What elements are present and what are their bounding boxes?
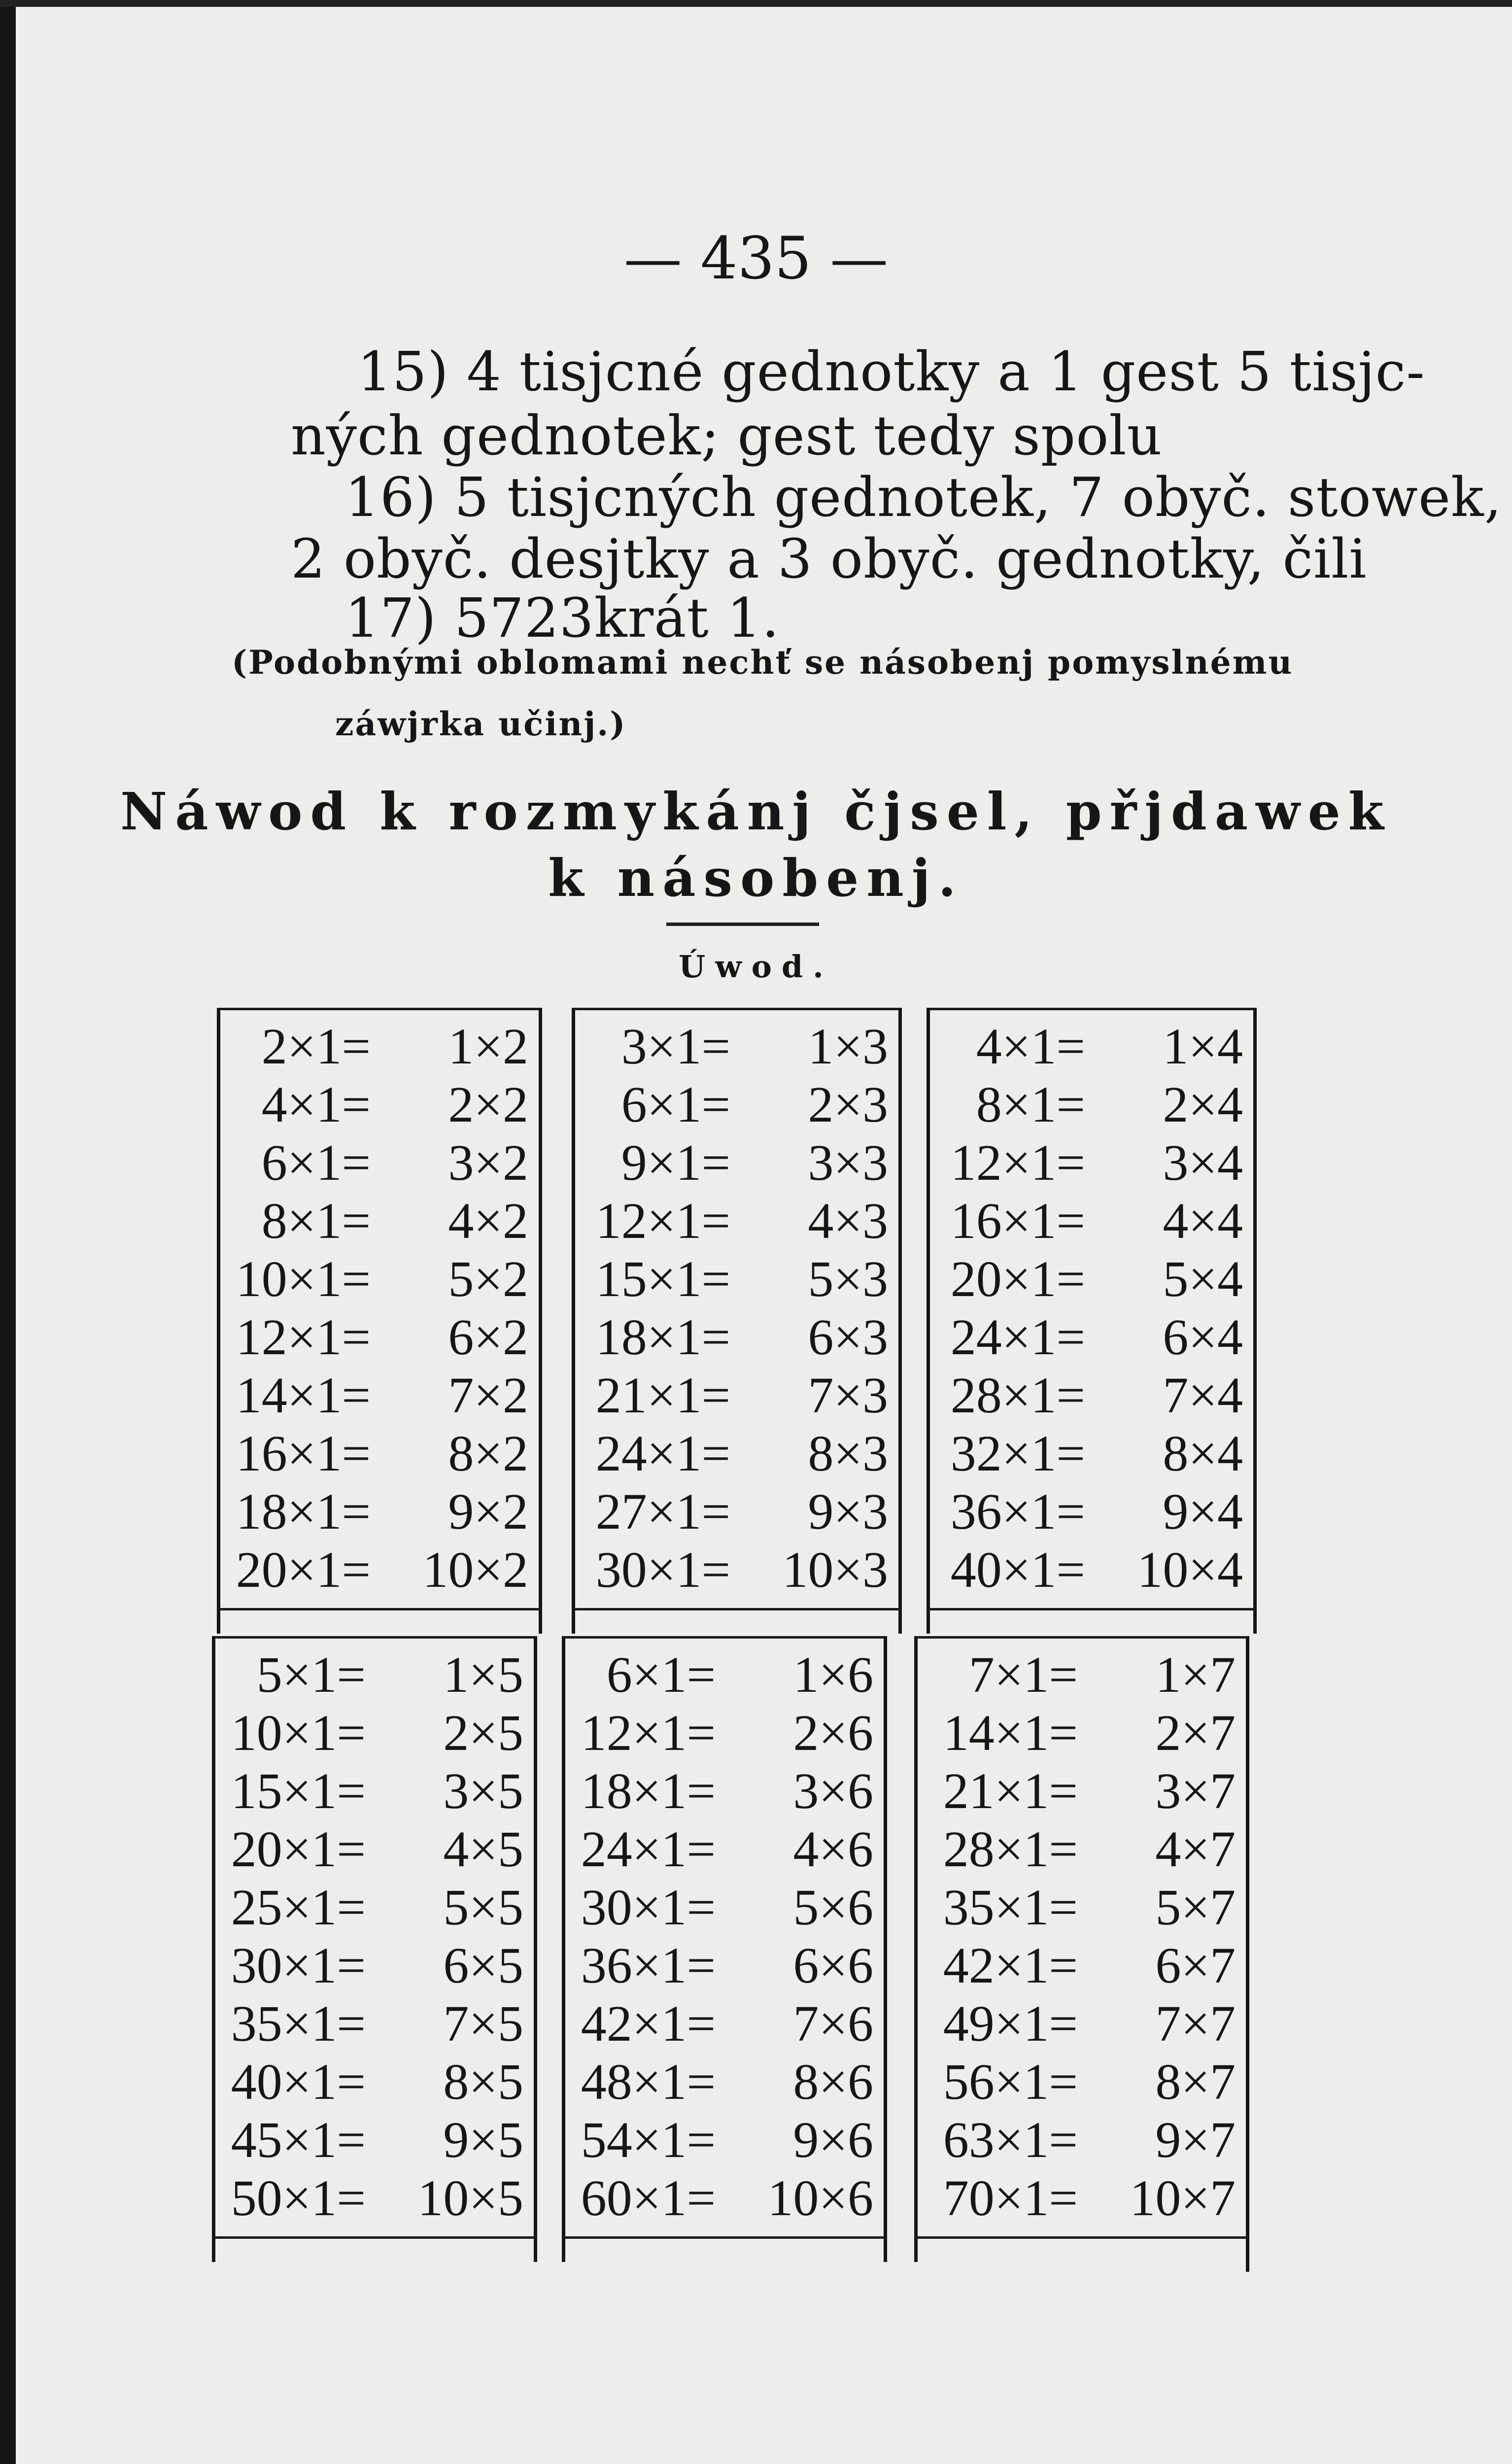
row-product: 24×1=	[950, 1309, 1085, 1366]
row-factor: 10×2	[422, 1541, 528, 1598]
table-right-rule	[539, 1008, 542, 1634]
table-row	[585, 1483, 888, 1541]
row-factor: 3×6	[793, 1763, 873, 1819]
table-row	[231, 1018, 528, 1076]
table-row	[231, 1541, 528, 1599]
table-row	[226, 2111, 523, 2169]
table-right-rule	[1246, 1636, 1249, 2272]
multiplication-table-5	[212, 1636, 537, 2262]
note-line-2: záwjrka učinj.)	[335, 705, 627, 743]
row-factor: 9×7	[1155, 2112, 1236, 2168]
row-product: 12×1=	[236, 1309, 371, 1366]
row-factor: 6×5	[443, 1937, 523, 1994]
table-row	[231, 1192, 528, 1250]
row-product: 18×1=	[595, 1309, 730, 1366]
table-right-rule	[884, 1636, 887, 2262]
row-factor: 2×4	[1163, 1076, 1243, 1133]
row-factor: 3×3	[808, 1134, 888, 1191]
row-factor: 10×5	[417, 2170, 523, 2226]
row-product: 9×1=	[621, 1134, 730, 1191]
row-product: 30×1=	[581, 1879, 716, 1936]
table-row	[226, 1937, 523, 1995]
row-product: 42×1=	[581, 1995, 716, 2052]
table-row	[226, 2053, 523, 2111]
table-row	[576, 1704, 873, 1762]
row-factor: 2×6	[793, 1705, 873, 1761]
row-factor: 9×6	[793, 2112, 873, 2168]
row-product: 70×1=	[943, 2170, 1078, 2226]
row-factor: 1×3	[808, 1018, 888, 1075]
multiplication-table-7	[914, 1636, 1249, 2272]
row-product: 36×1=	[950, 1483, 1085, 1540]
table-row	[576, 1879, 873, 1937]
row-factor: 7×2	[448, 1367, 528, 1424]
row-product: 60×1=	[581, 2170, 716, 2226]
row-product: 4×1=	[976, 1018, 1085, 1075]
row-factor: 10×7	[1130, 2170, 1236, 2226]
table-row	[928, 2111, 1236, 2169]
text-line-2: ných gednotek; gest tedy spolu	[291, 404, 1163, 467]
table-bottom-rule	[572, 1608, 902, 1610]
page-number: — 435 —	[623, 224, 889, 292]
row-factor: 9×3	[808, 1483, 888, 1540]
table-row	[585, 1541, 888, 1599]
table-left-rule	[562, 1636, 565, 2262]
row-product: 7×1=	[968, 1646, 1078, 1703]
row-factor: 1×5	[443, 1646, 523, 1703]
row-factor: 1×2	[448, 1018, 528, 1075]
text-line-5: 17) 5723krát 1.	[345, 586, 780, 650]
table-bottom-rule	[914, 2236, 1249, 2239]
row-product: 12×1=	[595, 1193, 730, 1249]
row-factor: 4×5	[443, 1821, 523, 1878]
row-product: 10×1=	[231, 1705, 366, 1761]
row-product: 12×1=	[581, 1705, 716, 1761]
row-product: 6×1=	[261, 1134, 371, 1191]
multiplication-table-4	[927, 1008, 1257, 1634]
table-row	[231, 1250, 528, 1308]
row-factor: 8×2	[448, 1425, 528, 1482]
table-row	[940, 1250, 1243, 1308]
table-row	[940, 1367, 1243, 1425]
row-factor: 9×2	[448, 1483, 528, 1540]
row-factor: 3×4	[1163, 1134, 1243, 1191]
row-factor: 5×7	[1155, 1879, 1236, 1936]
row-product: 27×1=	[595, 1483, 730, 1540]
row-factor: 5×3	[808, 1251, 888, 1307]
row-product: 25×1=	[231, 1879, 366, 1936]
row-factor: 8×6	[793, 2053, 873, 2110]
table-row	[585, 1192, 888, 1250]
table-right-rule	[534, 1636, 537, 2262]
multiplication-table-2	[217, 1008, 542, 1634]
table-row	[928, 1762, 1236, 1820]
table-row	[226, 1820, 523, 1879]
row-product: 50×1=	[231, 2170, 366, 2226]
row-product: 48×1=	[581, 2053, 716, 2110]
table-row	[226, 1879, 523, 1937]
row-factor: 3×2	[448, 1134, 528, 1191]
row-factor: 5×2	[448, 1251, 528, 1307]
row-product: 40×1=	[231, 2053, 366, 2110]
multiplication-table-6	[562, 1636, 887, 2262]
table-top-rule	[212, 1636, 537, 1639]
row-factor: 6×6	[793, 1937, 873, 1994]
row-factor: 7×7	[1155, 1995, 1236, 2052]
row-product: 12×1=	[950, 1134, 1085, 1191]
row-factor: 6×3	[808, 1309, 888, 1366]
table-row	[940, 1076, 1243, 1134]
row-factor: 7×6	[793, 1995, 873, 2052]
row-product: 8×1=	[261, 1193, 371, 1249]
table-row	[576, 2169, 873, 2227]
multiplication-table-3	[572, 1008, 902, 1634]
row-factor: 8×7	[1155, 2053, 1236, 2110]
row-factor: 10×6	[767, 2170, 873, 2226]
table-top-rule	[927, 1008, 1257, 1010]
section-heading-line-1: Náwod k rozmykánj čjsel, přjdawek	[120, 781, 1392, 842]
table-row	[928, 1704, 1236, 1762]
row-factor: 9×4	[1163, 1483, 1243, 1540]
row-factor: 6×4	[1163, 1309, 1243, 1366]
table-row	[231, 1483, 528, 1541]
section-heading-line-2: k násobenj.	[548, 848, 964, 908]
table-row	[940, 1483, 1243, 1541]
row-product: 4×1=	[261, 1076, 371, 1133]
table-row	[585, 1134, 888, 1192]
table-row	[940, 1308, 1243, 1367]
table-bottom-rule	[217, 1608, 542, 1610]
table-top-rule	[217, 1008, 542, 1010]
row-product: 6×1=	[606, 1646, 716, 1703]
text-line-3: 16) 5 tisjcných gednotek, 7 obyč. stowek,	[345, 466, 1502, 529]
row-product: 35×1=	[943, 1879, 1078, 1936]
row-product: 28×1=	[943, 1821, 1078, 1878]
row-factor: 2×5	[443, 1705, 523, 1761]
table-row	[576, 1937, 873, 1995]
row-product: 16×1=	[950, 1193, 1085, 1249]
table-bottom-rule	[927, 1608, 1257, 1610]
table-row	[226, 1995, 523, 2053]
row-product: 30×1=	[595, 1541, 730, 1598]
table-row	[226, 1762, 523, 1820]
table-row	[585, 1250, 888, 1308]
row-factor: 1×6	[793, 1646, 873, 1703]
row-factor: 5×4	[1163, 1251, 1243, 1307]
row-factor: 4×3	[808, 1193, 888, 1249]
row-factor: 1×4	[1163, 1018, 1243, 1075]
row-product: 10×1=	[236, 1251, 371, 1307]
row-factor: 5×6	[793, 1879, 873, 1936]
table-row	[231, 1367, 528, 1425]
row-factor: 8×5	[443, 2053, 523, 2110]
table-row	[585, 1367, 888, 1425]
note-line-1: (Podobnými oblomami nechť se násobenj pomyslnému	[232, 643, 1294, 682]
heading-divider	[666, 923, 819, 926]
row-product: 24×1=	[595, 1425, 730, 1482]
row-product: 18×1=	[581, 1763, 716, 1819]
table-row	[928, 1879, 1236, 1937]
row-product: 54×1=	[581, 2112, 716, 2168]
row-factor: 7×4	[1163, 1367, 1243, 1424]
row-factor: 4×2	[448, 1193, 528, 1249]
table-row	[576, 1995, 873, 2053]
table-row	[928, 1995, 1236, 2053]
table-row	[940, 1018, 1243, 1076]
table-row	[585, 1425, 888, 1483]
table-row	[226, 2169, 523, 2227]
scan-left-edge	[0, 0, 16, 2464]
row-product: 8×1=	[976, 1076, 1085, 1133]
table-top-rule	[572, 1008, 902, 1010]
row-product: 24×1=	[581, 1821, 716, 1878]
table-row	[576, 2053, 873, 2111]
row-factor: 4×4	[1163, 1193, 1243, 1249]
row-product: 42×1=	[943, 1937, 1078, 1994]
row-factor: 3×5	[443, 1763, 523, 1819]
row-product: 63×1=	[943, 2112, 1078, 2168]
table-row	[928, 1820, 1236, 1879]
row-product: 40×1=	[950, 1541, 1085, 1598]
table-row	[928, 1646, 1236, 1704]
row-product: 6×1=	[621, 1076, 730, 1133]
row-product: 15×1=	[595, 1251, 730, 1307]
row-product: 20×1=	[236, 1541, 371, 1598]
row-product: 15×1=	[231, 1763, 366, 1819]
row-factor: 2×2	[448, 1076, 528, 1133]
row-factor: 10×4	[1137, 1541, 1243, 1598]
row-factor: 10×3	[782, 1541, 888, 1598]
table-left-rule	[217, 1008, 220, 1634]
row-product: 3×1=	[621, 1018, 730, 1075]
table-left-rule	[914, 1636, 918, 2262]
table-row	[928, 2169, 1236, 2227]
row-product: 21×1=	[595, 1367, 730, 1424]
row-product: 2×1=	[261, 1018, 371, 1075]
row-factor: 2×3	[808, 1076, 888, 1133]
row-product: 21×1=	[943, 1763, 1078, 1819]
row-factor: 7×3	[808, 1367, 888, 1424]
row-product: 28×1=	[950, 1367, 1085, 1424]
table-row	[585, 1076, 888, 1134]
text-line-1: 15) 4 tisjcné gednotky a 1 gest 5 tisjc-	[357, 340, 1425, 403]
table-row	[928, 2053, 1236, 2111]
row-factor: 5×5	[443, 1879, 523, 1936]
row-factor: 3×7	[1155, 1763, 1236, 1819]
table-row	[226, 1704, 523, 1762]
table-row	[928, 1937, 1236, 1995]
table-row	[226, 1646, 523, 1704]
table-top-rule	[562, 1636, 887, 1639]
table-row	[576, 1820, 873, 1879]
table-bottom-rule	[212, 2236, 537, 2239]
table-left-rule	[212, 1636, 215, 2262]
row-factor: 6×7	[1155, 1937, 1236, 1994]
row-product: 14×1=	[943, 1705, 1078, 1761]
table-row	[231, 1308, 528, 1367]
table-row	[576, 2111, 873, 2169]
row-product: 30×1=	[231, 1937, 366, 1994]
table-bottom-rule	[562, 2236, 887, 2239]
table-row	[231, 1076, 528, 1134]
table-row	[231, 1134, 528, 1192]
table-row	[940, 1192, 1243, 1250]
table-row	[585, 1018, 888, 1076]
table-left-rule	[927, 1008, 930, 1634]
row-product: 36×1=	[581, 1937, 716, 1994]
row-product: 20×1=	[231, 1821, 366, 1878]
row-product: 18×1=	[236, 1483, 371, 1540]
table-top-rule	[914, 1636, 1249, 1639]
table-row	[940, 1425, 1243, 1483]
row-product: 5×1=	[256, 1646, 366, 1703]
table-row	[940, 1541, 1243, 1599]
row-factor: 2×7	[1155, 1705, 1236, 1761]
table-row	[231, 1425, 528, 1483]
table-row	[576, 1762, 873, 1820]
row-factor: 8×4	[1163, 1425, 1243, 1482]
table-right-rule	[1253, 1008, 1257, 1634]
text-line-4: 2 obyč. desjtky a 3 obyč. gednotky, čili	[291, 527, 1367, 590]
table-row	[585, 1308, 888, 1367]
table-row	[576, 1646, 873, 1704]
row-product: 45×1=	[231, 2112, 366, 2168]
row-factor: 6×2	[448, 1309, 528, 1366]
row-factor: 1×7	[1155, 1646, 1236, 1703]
table-right-rule	[898, 1008, 902, 1634]
row-factor: 4×7	[1155, 1821, 1236, 1878]
scan-top-edge	[0, 0, 1512, 7]
table-row	[940, 1134, 1243, 1192]
subheading: Úwod.	[679, 949, 833, 985]
row-product: 49×1=	[943, 1995, 1078, 2052]
row-product: 14×1=	[236, 1367, 371, 1424]
row-factor: 4×6	[793, 1821, 873, 1878]
row-product: 56×1=	[943, 2053, 1078, 2110]
table-left-rule	[572, 1008, 575, 1634]
row-product: 20×1=	[950, 1251, 1085, 1307]
row-factor: 7×5	[443, 1995, 523, 2052]
row-product: 35×1=	[231, 1995, 366, 2052]
row-product: 16×1=	[236, 1425, 371, 1482]
row-product: 32×1=	[950, 1425, 1085, 1482]
row-factor: 9×5	[443, 2112, 523, 2168]
row-factor: 8×3	[808, 1425, 888, 1482]
